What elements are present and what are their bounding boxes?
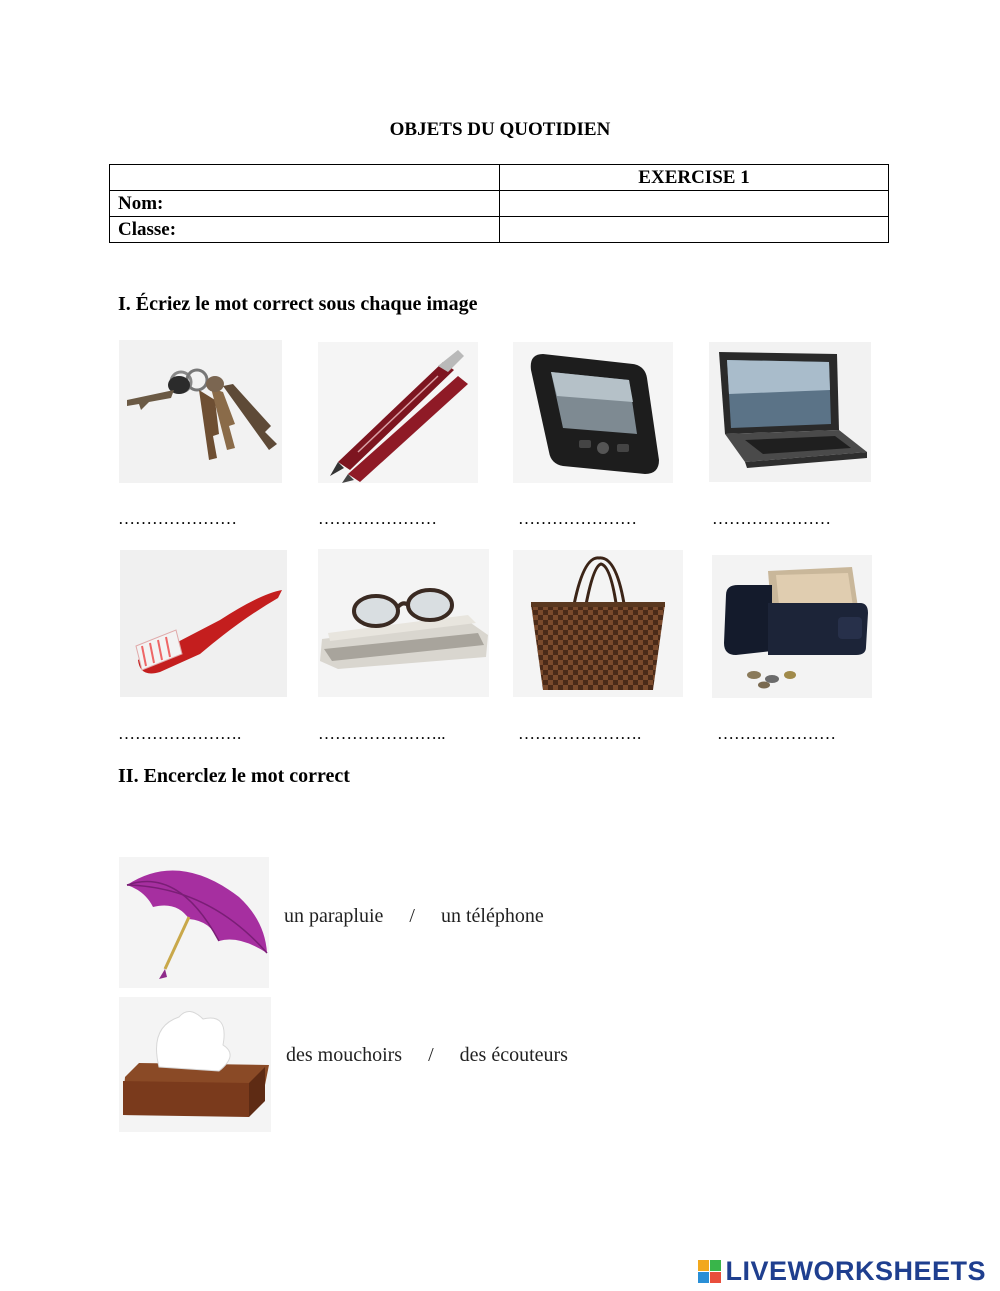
class-label: Classe: [110, 217, 500, 243]
blank-answer[interactable]: …………………. [518, 724, 642, 743]
glasses-newspaper-image [318, 549, 489, 697]
choice-separator: / [409, 905, 415, 927]
liveworksheets-logo-icon [698, 1260, 721, 1283]
phone-image [513, 342, 673, 483]
keys-image [119, 340, 282, 483]
handbag-image [513, 550, 683, 697]
section1-heading: I. Écriez le mot correct sous chaque image [118, 293, 478, 315]
choice-separator: / [428, 1044, 434, 1066]
umbrella-image [119, 857, 269, 988]
blank-answer[interactable]: ………………… [712, 509, 831, 528]
brand-name: LIVEWORKSHEETS [725, 1255, 986, 1286]
choice-option[interactable]: un parapluie [284, 905, 384, 927]
liveworksheets-logo [698, 1256, 986, 1286]
exercise-label: EXERCISE 1 [500, 165, 889, 191]
blank-answer[interactable]: ………………… [717, 724, 836, 743]
blank-answer[interactable]: ………………….. [318, 724, 446, 743]
page-title: OBJETS DU QUOTIDIEN [389, 119, 611, 140]
blank-answer[interactable]: …………………. [118, 724, 242, 743]
choice-row-1 [284, 905, 544, 928]
info-table [109, 164, 889, 243]
choice-option[interactable]: des écouteurs [459, 1044, 568, 1066]
blank-answer[interactable]: ………………… [318, 509, 437, 528]
tissues-image [119, 997, 271, 1132]
pens-image [318, 342, 478, 483]
choice-option[interactable]: des mouchoirs [286, 1044, 403, 1066]
wallet-image [712, 555, 872, 698]
name-field[interactable] [500, 191, 889, 217]
class-field[interactable] [500, 217, 889, 243]
name-label: Nom: [110, 191, 500, 217]
blank-answer[interactable]: ………………… [118, 509, 237, 528]
section2-heading: II. Encerclez le mot correct [118, 765, 350, 787]
blank-answer[interactable]: ………………… [518, 509, 637, 528]
choice-option[interactable]: un téléphone [440, 905, 544, 927]
toothbrush-image [120, 550, 287, 697]
choice-row-2 [286, 1044, 568, 1067]
info-empty-cell [110, 165, 500, 191]
laptop-image [709, 342, 871, 482]
